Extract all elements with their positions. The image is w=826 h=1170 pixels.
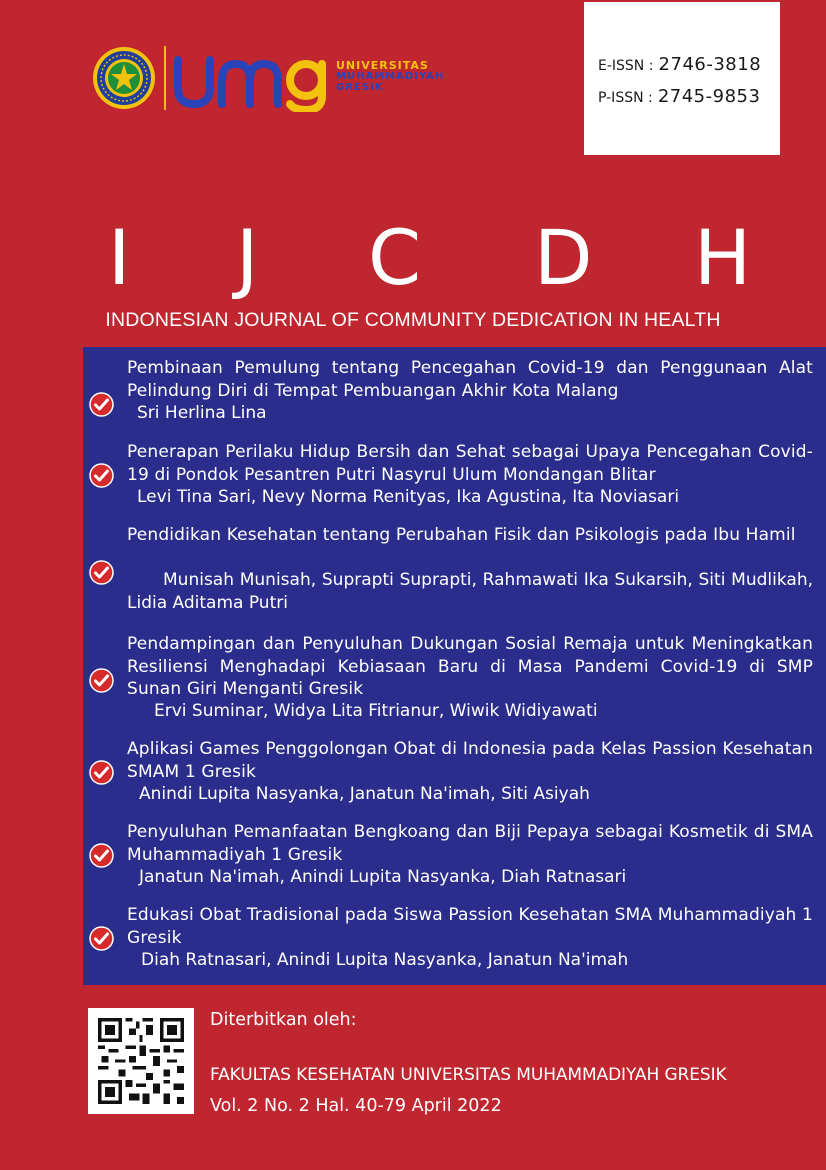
publisher-label: Diterbitkan oleh:	[210, 1010, 357, 1030]
e-issn	[598, 54, 761, 75]
journal-full-name: INDONESIAN JOURNAL OF COMMUNITY DEDICATION IN HEALTH	[105, 309, 721, 331]
university-line-1: UNIVERSITAS	[336, 59, 429, 72]
logo-divider	[164, 46, 166, 110]
publisher-organization: FAKULTAS KESEHATAN UNIVERSITAS MUHAMMADIYAH GRESIK	[210, 1065, 727, 1085]
p-issn-value: 2745-9853	[657, 86, 761, 107]
university-line-3: GRESIK	[336, 82, 384, 93]
qr-code-icon	[98, 1018, 184, 1104]
check-icon	[89, 392, 114, 417]
acronym-letter: H	[694, 213, 752, 302]
article-authors: Munisah Munisah, Suprapti Suprapti, Rahmawati Ika Sukarsih, Siti Mudlikah, Lidia Aditama Putri	[127, 570, 813, 613]
check-icon	[89, 760, 114, 785]
check-icon	[89, 926, 114, 951]
issn-box	[584, 2, 780, 155]
article-authors: Ervi Suminar, Widya Lita Fitrianur, Wiwik Widiyawati	[154, 701, 598, 721]
article-title[interactable]: Pendampingan dan Penyuluhan Dukungan Sosial Remaja untuk Meningkatkan Resiliensi Menghadapi Kebiasaan Baru di Masa Pandemi Covid-19 di SMP Sunan Giri Menganti Gresik	[127, 634, 813, 699]
check-icon	[89, 463, 114, 488]
article-title[interactable]: Pembinaan Pemulung tentang Pencegahan Covid-19 dan Penggunaan Alat Pelindung Diri di Tempat Pembuangan Akhir Kota Malang	[127, 358, 813, 401]
acronym-letter: C	[368, 213, 422, 302]
article-authors: Janatun Na'imah, Anindi Lupita Nasyanka, Diah Ratnasari	[139, 867, 627, 887]
article-authors: Anindi Lupita Nasyanka, Janatun Na'imah, Siti Asiyah	[139, 784, 590, 804]
article-authors: Diah Ratnasari, Anindi Lupita Nasyanka, Janatun Na'imah	[141, 950, 629, 970]
article-title[interactable]: Edukasi Obat Tradisional pada Siswa Passion Kesehatan SMA Muhammadiyah 1 Gresik	[127, 905, 813, 948]
p-issn-label: P-ISSN :	[598, 90, 653, 106]
article-title[interactable]: Aplikasi Games Penggolongan Obat di Indonesia pada Kelas Passion Kesehatan SMAM 1 Gresik	[127, 739, 813, 782]
e-issn-value: 2746-3818	[658, 54, 762, 75]
e-issn-label: E-ISSN :	[598, 58, 654, 74]
article-authors: Sri Herlina Lina	[137, 403, 267, 423]
p-issn	[598, 86, 760, 107]
article-authors: Levi Tina Sari, Nevy Norma Renityas, Ika Agustina, Ita Noviasari	[137, 487, 680, 507]
article-title[interactable]: Pendidikan Kesehatan tentang Perubahan Fisik dan Psikologis pada Ibu Hamil	[127, 525, 796, 545]
acronym-letter: J	[236, 213, 259, 302]
check-icon	[89, 560, 114, 585]
qr-code	[88, 1008, 194, 1114]
journal-acronym	[0, 213, 826, 302]
acronym-letter: I	[108, 213, 131, 302]
check-icon	[89, 843, 114, 868]
university-line-2: MUHAMMADIYAH	[336, 71, 445, 82]
volume-info: Vol. 2 No. 2 Hal. 40-79 April 2022	[210, 1096, 502, 1116]
acronym-letter: D	[534, 213, 593, 302]
table-of-contents	[83, 347, 826, 985]
article-title[interactable]: Penerapan Perilaku Hidup Bersih dan Sehat sebagai Upaya Pencegahan Covid-19 di Pondok Pesantren Putri Nasyrul Ulum Mondangan Blitar	[127, 442, 813, 485]
article-title[interactable]: Penyuluhan Pemanfaatan Bengkoang dan Biji Pepaya sebagai Kosmetik di SMA Muhammadiyah 1 Gresik	[127, 822, 813, 865]
check-icon	[89, 668, 114, 693]
umg-logo-icon	[172, 50, 334, 112]
university-seal-icon	[92, 46, 156, 110]
university-wordmark	[336, 60, 444, 93]
